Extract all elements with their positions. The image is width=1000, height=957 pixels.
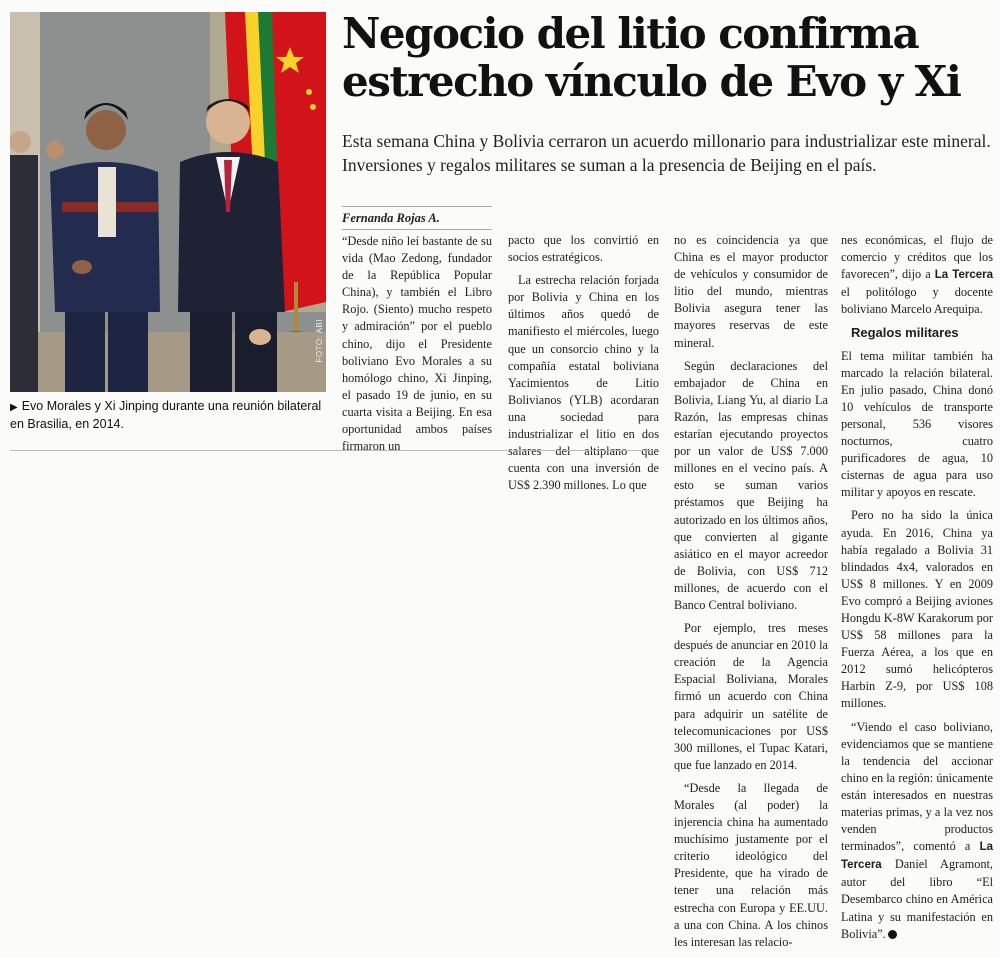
byline-rule-top [342,206,492,207]
subhead: Regalos militares [851,325,959,341]
paragraph: “Desde niño leí bastante de su vida (Mao Zedong, fundador de la República Popular China), y también el Libro Rojo. (Siento) mucho respeto y admiración” por el pueblo chino, dijo el Presidente boliviano Evo Morales a su homólogo chino, Xi Jinping, el pasado 19 de junio, en su cuarta visita a Beijing. En esa oportunidad ambos países firmaron un [342,234,492,454]
paragraph: no es coincidencia ya que China es el mayor productor de vehículos y consumidor de litio del mundo, mientras Bolivia asegura tener las mayores reservas de este mineral. [674,233,828,350]
photo-caption [10,398,326,433]
paragraph: Pero no ha sido la única ayuda. En 2016, China ya había regalado a Bolivia 31 blindados 4x4, valorados en US$ 8 millones. Y en 2009 Evo compró a Beijing aviones Hongdu K-8W Karakorum por US$ 58 millones para la Fuerza Aérea, a los que en 2012 sumó helicópteros Harbin Z-9, por US$ 108 millones. [841,508,993,711]
paragraph [841,232,993,318]
paragraph: El tema militar también ha marcado la relación bilateral. En julio pasado, China donó 10 vehículos de transporte personal, 536 visores nocturnos, cuatro purificadores de agua, 10 cisternas de agua para uso militar y apoyos en rescate. [841,348,993,500]
caption-text: Evo Morales y Xi Jinping durante una reunión bilateral en Brasilia, en 2014. [10,399,322,431]
column-4 [841,232,993,949]
column-3 [674,232,828,957]
text-span: Daniel Agramont, autor del libro “El Desembarco chino en América Latina y su manifestación en Bolivia”. [841,857,993,941]
byline: Fernanda Rojas A. [342,211,440,225]
paragraph: Por ejemplo, tres meses después de anunciar en 2010 la creación de la Agencia Espacial Boliviana, Morales firmó un acuerdo con China para adquirir un satélite de telecomunicaciones por US$ 300 millones, el Tupac Katari, que fue lanzado en 2014. [674,621,828,772]
paragraph [841,719,993,943]
byline-rule-bottom [342,229,492,230]
paragraph: “Desde la llegada de Morales (al poder) la injerencia china ha aumentado muchísimo justamente por el criterio ideológico del Presidente, que ha virado de tener una relación más estrecha con Europa y EE.UU. a una con China. A los chinos les interesan las relacio- [674,780,828,949]
section-divider [10,450,658,451]
column-2 [508,232,659,500]
brand-name: La Tercera [841,841,993,872]
lede: Esta semana China y Bolivia cerraron un acuerdo millonario para industrializar este mineral. Inversiones y regalos militares se suman a la presencia de Beijing en el país. [342,131,991,175]
text-span: nes económicas, el flujo de comercio y créditos que los favorecen”, dijo a [841,233,993,282]
paragraph: pacto que los convirtió en socios estratégicos. [508,233,659,265]
text-span: “Viendo el caso boliviano, evidenciamos que se mantiene la tendencia del accionar chino en la región: únicamente están interesados en nuestras materias primas, y a la vez nos venden productos terminados”, comentó a [841,719,993,854]
article-photo [10,12,326,392]
photo-credit: FOTO: ABI [315,318,324,362]
end-mark-icon [888,930,897,939]
paragraph: Según declaraciones del embajador de China en Bolivia, Liang Yu, al diario La Razón, las empresas chinas estarían ejecutando proyectos por un valor de US$ 7.000 millones en el vecino país. A esto se suman varios préstamos que Beijing ha autorizado en los últimos años, que convierten al gigante asiático en el mayor acreedor de Bolivia, con US$ 712 millones, de acuerdo con el Banco Central boliviano. [674,358,828,612]
photo-illustration [10,12,326,392]
headline: Negocio del litio confirma estrecho vínculo de Evo y Xi [342,9,961,106]
text-span: el politólogo y docente boliviano Marcelo Arequipa. [841,285,993,317]
column-1 [342,233,492,461]
caption-triangle-icon: ▶ [10,402,18,413]
brand-name: La Tercera [934,269,993,282]
paragraph: La estrecha relación forjada por Bolivia y China en los últimos años quedó de manifiesto el miércoles, luego que un consorcio chino y la compañía estatal boliviana Yacimientos de Litio Bolivianos (YLB) acordaran una sociedad para industrializar el litio en dos salares del altiplano que cuenta con una inversión de US$ 2.390 millones. Lo que [508,273,659,493]
